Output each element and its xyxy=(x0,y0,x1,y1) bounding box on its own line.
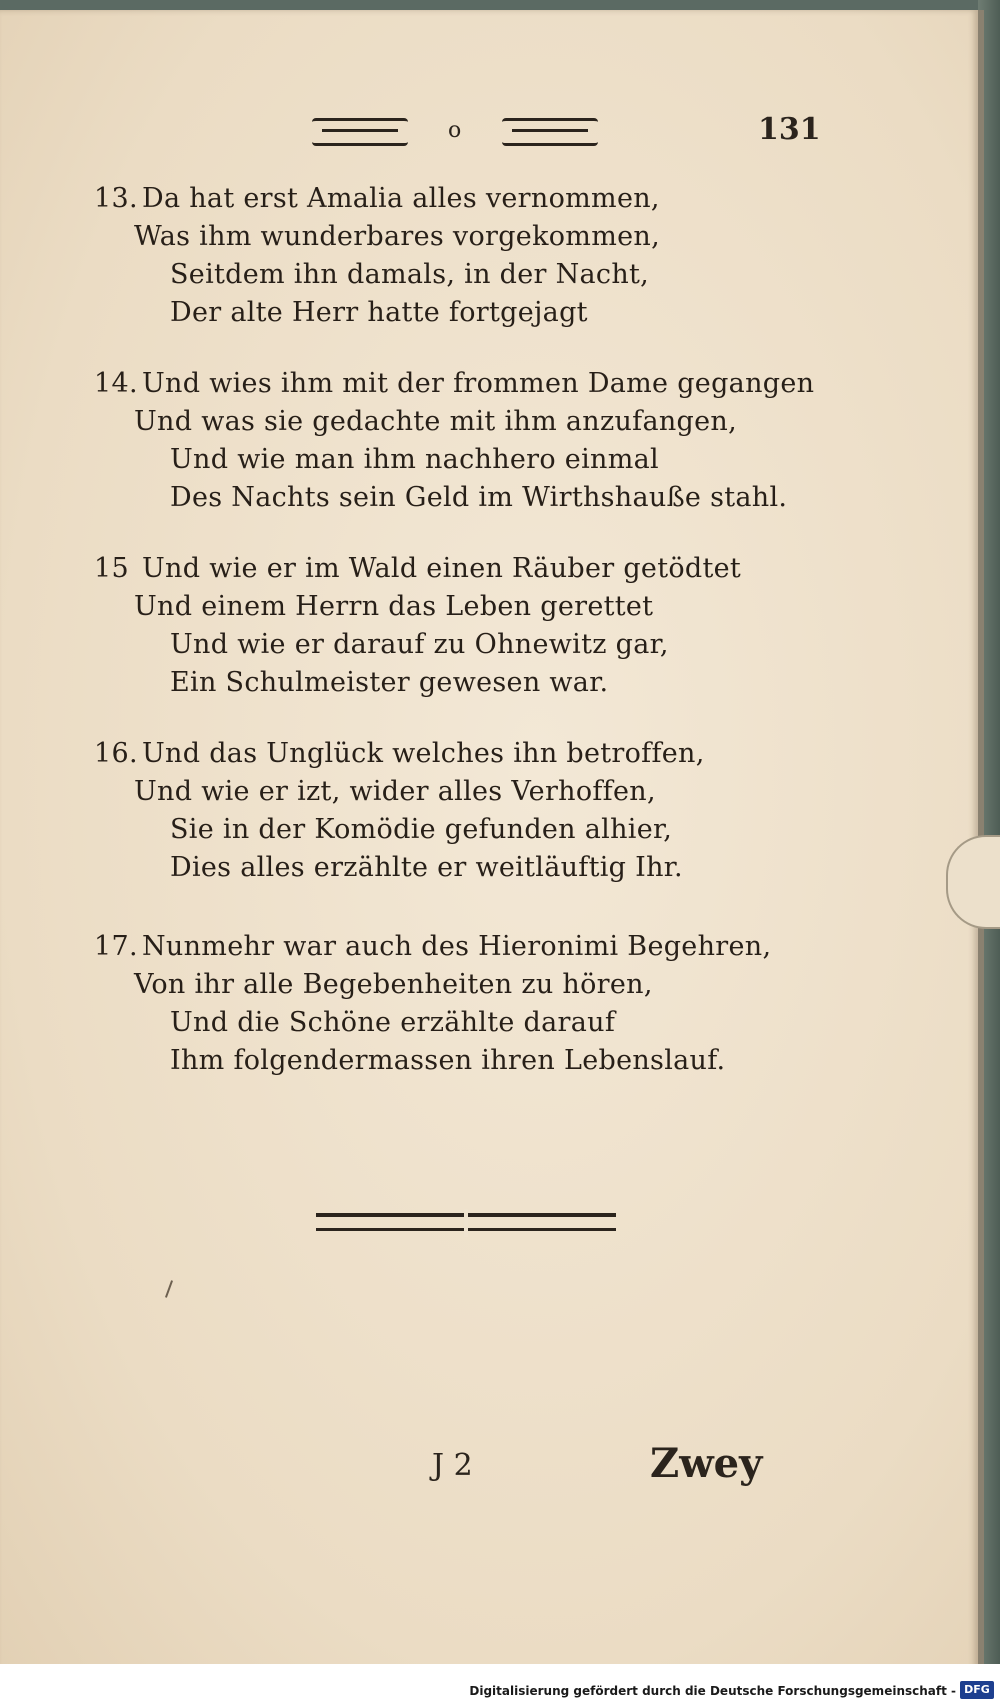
stanza-line: 14. Und wies ihm mit der frommen Dame gegangen xyxy=(94,365,814,403)
stanza-number: 13. xyxy=(94,183,138,214)
stanza-line: Ihm folgendermassen ihren Lebenslauf. xyxy=(170,1045,726,1076)
stanza-line: Und die Schöne erzählte darauf xyxy=(170,1007,616,1038)
stanza xyxy=(94,365,814,517)
stanza-line: 16. Und das Unglück welches ihn betroffen, xyxy=(94,735,814,773)
signature-mark: J 2 xyxy=(432,1448,473,1483)
stanza-line: 15 Und wie er im Wald einen Räuber getödtet xyxy=(94,550,814,588)
stanza-line: Und wie er izt, wider alles Verhoffen, xyxy=(134,776,656,807)
stanza xyxy=(94,550,814,702)
stanza-line: Und einem Herrn das Leben gerettet xyxy=(134,591,654,622)
stanza-line: Der alte Herr hatte fortgejagt xyxy=(170,297,588,328)
dfg-logo-icon: DFG xyxy=(960,1681,994,1699)
footer-credit: Digitalisierung gefördert durch die Deutsche Forschungsgemeinschaft - xyxy=(469,1684,956,1698)
stanza xyxy=(94,180,814,332)
header-ornament-center: o xyxy=(448,118,462,143)
stanza xyxy=(94,928,814,1080)
stanza-line: Was ihm wunderbares vorgekommen, xyxy=(134,221,660,252)
stanza-line: Sie in der Komödie gefunden alhier, xyxy=(170,814,673,845)
stanza-line: Des Nachts sein Geld im Wirthshauße stahl. xyxy=(170,482,788,513)
stanza-line: Von ihr alle Begebenheiten zu hören, xyxy=(134,969,653,1000)
stanza-line: 17. Nunmehr war auch des Hieronimi Begehren, xyxy=(94,928,814,966)
stanza xyxy=(94,735,814,887)
stanza-line: Dies alles erzählte er weitläuftig Ihr. xyxy=(170,852,683,883)
page-number: 131 xyxy=(758,112,821,147)
stanza-number: 15 xyxy=(94,553,129,584)
ornament-right-icon xyxy=(502,118,598,146)
ornament-left-icon xyxy=(312,118,408,146)
stanza-line: Und wie er darauf zu Ohnewitz gar, xyxy=(170,629,669,660)
page-header xyxy=(300,112,820,152)
end-rule-gap xyxy=(464,1209,468,1237)
catchword: Zwey xyxy=(650,1440,763,1487)
stanza-line: Und was sie gedachte mit ihm anzufangen, xyxy=(134,406,737,437)
stanza-number: 14. xyxy=(94,368,138,399)
stanza-line: Ein Schulmeister gewesen war. xyxy=(170,667,609,698)
stanza-number: 17. xyxy=(94,931,138,962)
stanza-line: Seitdem ihn damals, in der Nacht, xyxy=(170,259,650,290)
stanza-number: 16. xyxy=(94,738,138,769)
stanza-line: 13. Da hat erst Amalia alles vernommen, xyxy=(94,180,814,218)
stanza-line: Und wie man ihm nachhero einmal xyxy=(170,444,659,475)
